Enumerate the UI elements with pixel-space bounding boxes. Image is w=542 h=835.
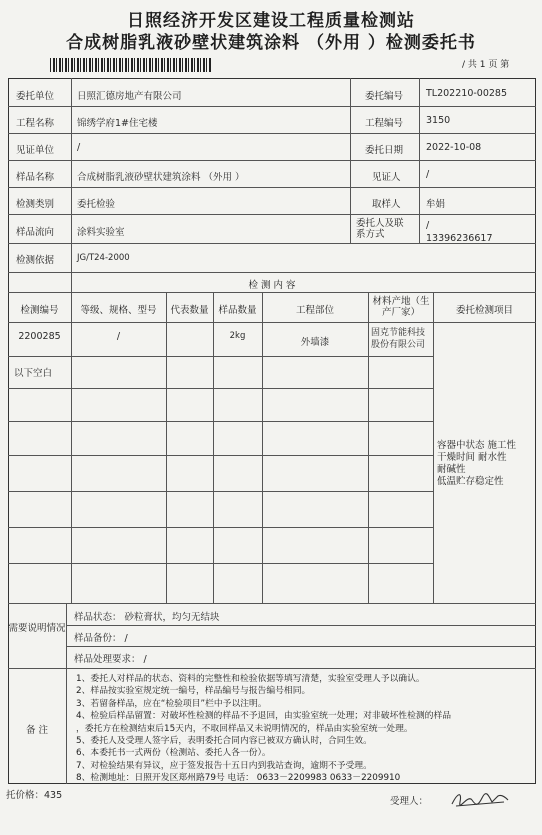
unit-value: 日照汇德房地产有限公司 [77, 91, 182, 102]
project-no-value: 3150 [426, 115, 451, 126]
flow-value: 涂料实验室 [77, 227, 125, 238]
col-divider [419, 78, 420, 243]
witness-unit-label: 见证单位 [16, 145, 55, 156]
sample-state: 样品状态： 砂粒膏状，均匀无结块 [74, 612, 220, 623]
sample-backup: 样品备份： / [74, 633, 128, 644]
commission-no-label: 委托编号 [365, 91, 404, 102]
test-item: 耐碱性 [437, 464, 466, 475]
test-item: 低温贮存稳定性 [437, 476, 504, 487]
row-sample-qty: 2kg [229, 331, 246, 341]
col-grade: 等级、规格、型号 [80, 305, 157, 316]
note-line: 7、对检验结果有异议，应于签发报告十五日内到我站查询，逾期不予受理。 [76, 760, 372, 771]
test-items-list [437, 440, 516, 488]
test-item: 干燥时间 耐水性 [437, 452, 507, 463]
note-line: 6、本委托书一式两份（检测站、委托人各一份）。 [76, 748, 271, 759]
project-value: 锦绣学府1#住宅楼 [77, 118, 158, 129]
row-grade: / [116, 331, 121, 342]
row-divider [8, 160, 536, 161]
witness-value: / [426, 169, 430, 180]
row-divider [8, 668, 536, 669]
row-divider [8, 322, 536, 323]
barcode [50, 58, 212, 72]
receiver-label: 受理人： [390, 796, 429, 807]
row-divider [8, 214, 536, 215]
sample-handling: 样品处理要求： / [74, 654, 147, 665]
project-no-label: 工程编号 [365, 118, 404, 129]
note-line: 2、样品按实验室规定统一编号，样品编号与报告编号相同。 [76, 686, 311, 697]
row-divider [8, 133, 536, 134]
row-divider [8, 187, 536, 188]
notes-label: 备 注 [25, 725, 49, 736]
page-info: / 共 1 页 第 [462, 60, 510, 70]
note-line: 1、委托人对样品的状态、资料的完整性和检验依据等填写清楚，实验室受理人予以确认。 [76, 674, 425, 684]
commission-no-value: TL202210-00285 [426, 88, 508, 99]
col-divider [350, 78, 351, 243]
witness-unit-value: / [77, 142, 81, 153]
row-divider [66, 646, 536, 647]
row-divider [8, 292, 536, 293]
row-divider [8, 603, 536, 604]
col-origin: 材料产地（生产厂家） [372, 296, 430, 318]
category-value: 委托检验 [77, 199, 116, 210]
col-divider [66, 603, 67, 784]
row-part: 外墙漆 [300, 337, 330, 348]
col-part: 工程部位 [295, 305, 334, 316]
note-line: 4、检验后样品留置：对破坏性检测的样品不予退回，由实验室统一处理；对非破坏性检测的样品 [76, 711, 452, 722]
remarks-label: 需要说明情况 [8, 623, 66, 634]
col-sample-qty: 样品数量 [218, 305, 257, 316]
contact-value: / [426, 220, 430, 231]
row-divider [8, 106, 536, 107]
note-line: 3、若留备样品，应在“检验项目”栏中予以注明。 [76, 698, 267, 709]
row-divider [66, 625, 536, 626]
row-test-no: 2200285 [18, 331, 61, 342]
col-divider [368, 292, 369, 603]
witness-label: 见证人 [372, 172, 401, 183]
col-divider [433, 292, 434, 603]
col-items: 委托检测项目 [455, 305, 513, 316]
note-line: 5、委托人及受理人签字后，表明委托合同内容已被双方确认时，合同生效。 [76, 736, 372, 747]
price-text: 托价格：435 [6, 790, 63, 801]
form-title: 合成树脂乳液砂壁状建筑涂料 （外用 ）检测委托书 [66, 33, 476, 53]
basis-value: JG/T24-2000 [77, 253, 130, 263]
test-item: 容器中状态 施工性 [437, 440, 517, 451]
category-label: 检测类别 [16, 199, 55, 210]
note-line: 8、检测地址：日照开发区郑州路79号 电话： 0633－2209983 0633－2209910 [76, 773, 401, 784]
sampler-value: 牟娟 [426, 199, 446, 210]
receiver-signature [448, 788, 512, 810]
blank-below-text: 以下空白 [14, 368, 53, 379]
sample-name-value: 合成树脂乳液砂壁状建筑涂料 （外用 ） [77, 172, 245, 183]
flow-label: 样品流向 [16, 227, 55, 238]
date-label: 委托日期 [365, 145, 404, 156]
contact-phone: 13396236617 [426, 233, 493, 244]
org-title: 日照经济开发区建设工程质量检测站 [127, 11, 415, 31]
row-divider [8, 272, 536, 273]
note-line: ，委托方在检测结束后15天内，不取回样品又未说明情况的，样品由实验室统一处理。 [76, 723, 413, 734]
date-value: 2022-10-08 [426, 142, 482, 153]
basis-label: 检测依据 [16, 255, 55, 266]
sample-name-label: 样品名称 [16, 172, 55, 183]
sampler-label: 取样人 [372, 199, 401, 210]
row-origin: 固克节能科技股份有限公司 [371, 328, 426, 350]
contact-label: 委托人及联系方式 [356, 218, 404, 240]
unit-label: 委托单位 [16, 91, 55, 102]
col-test-no: 检测编号 [20, 305, 59, 316]
col-rep-qty: 代表数量 [170, 305, 209, 316]
section-title: 检 测 内 容 [248, 280, 296, 291]
notes-list [76, 673, 531, 785]
col-divider [166, 292, 167, 603]
col-divider [71, 78, 72, 292]
project-label: 工程名称 [16, 118, 55, 129]
